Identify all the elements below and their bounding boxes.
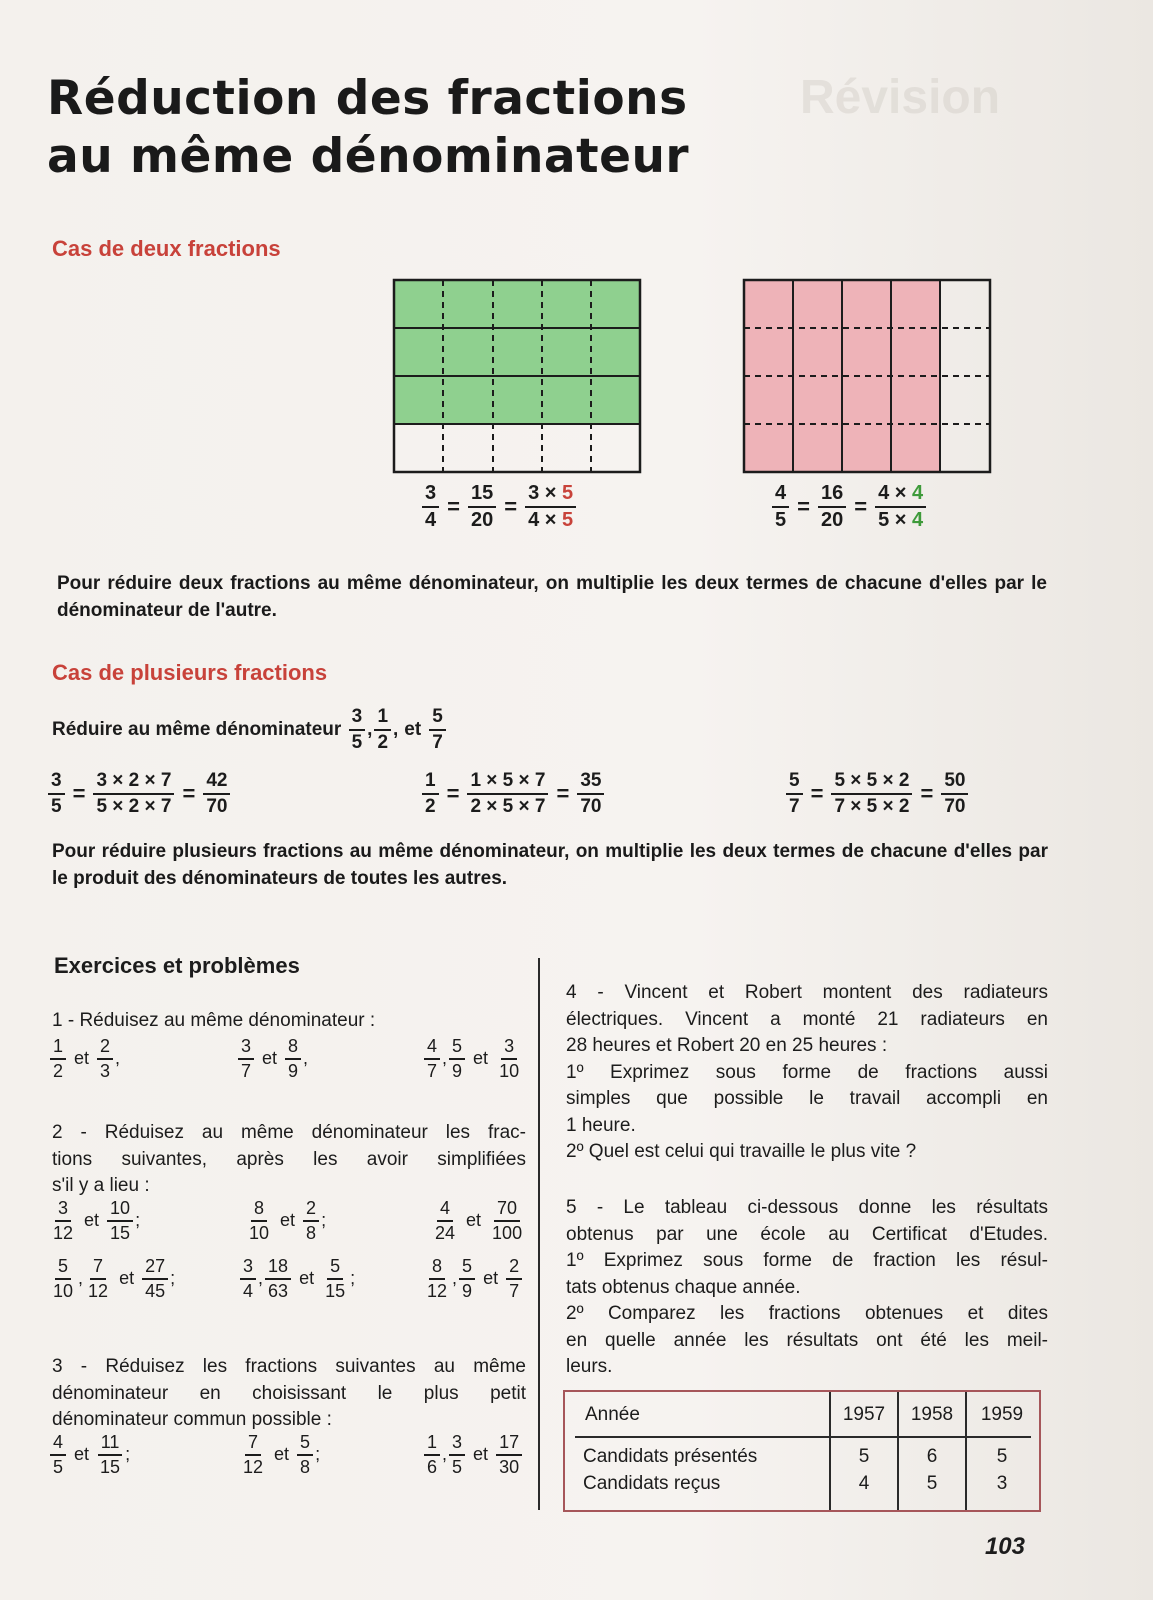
fraction-numerator: 1 bbox=[374, 706, 391, 731]
table-row-label-received: Candidats reçus bbox=[583, 1473, 721, 1494]
table-cell: 5 bbox=[858, 1446, 870, 1467]
green-grid-diagram bbox=[392, 278, 644, 478]
results-table-frame bbox=[563, 1390, 1041, 1512]
exercise-2-label bbox=[52, 1120, 526, 1200]
exercise-3-label-line-1: 3 - Réduisez les fractions suivantes au même bbox=[52, 1356, 526, 1377]
fraction-numerator: 15 bbox=[468, 482, 496, 508]
fraction-numerator: 3 bbox=[422, 482, 439, 508]
fraction-denominator: 5 bbox=[351, 731, 363, 753]
fraction-denominator: 5 bbox=[452, 1456, 463, 1477]
exercise-3-group-2 bbox=[238, 1432, 320, 1477]
product-numerator: 1 × 5 × 7 bbox=[467, 770, 548, 795]
fraction-numerator: 4 bbox=[437, 1198, 453, 1222]
conjunction-et: et bbox=[74, 1048, 90, 1069]
exercise-5-line-2: obtenus par une école au Certificat d'Etudes. bbox=[566, 1223, 1048, 1245]
fraction-numerator: 5 bbox=[55, 1256, 71, 1280]
fraction-numerator: 3 bbox=[349, 706, 366, 731]
page-number: 103 bbox=[984, 1533, 1025, 1560]
fraction-denominator: 5 bbox=[51, 795, 62, 817]
product-numerator: 3 × 2 × 7 bbox=[93, 770, 174, 795]
fraction-denominator: 2 bbox=[53, 1060, 64, 1081]
exercise-4-line-5: simples que possible le travail accompli en bbox=[566, 1088, 1048, 1109]
fraction-denominator: 10 bbox=[249, 1222, 270, 1243]
separator: ; bbox=[170, 1268, 176, 1289]
exercise-5-line-5: 2º Comparez les fractions obtenues et dites bbox=[566, 1303, 1048, 1324]
exercise-5-line-1: 5 - Le tableau ci-dessous donne les résultats bbox=[566, 1197, 1048, 1218]
exercise-1-label: 1 - Réduisez au même dénominateur : bbox=[52, 1010, 376, 1031]
separator: , bbox=[442, 1444, 448, 1465]
fraction-denominator: 12 bbox=[88, 1280, 109, 1301]
fraction-numerator: 5 bbox=[327, 1256, 343, 1280]
exercise-3-group-3 bbox=[422, 1432, 524, 1477]
exercise-4-line-3: 28 heures et Robert 20 en 25 heures : bbox=[566, 1035, 888, 1056]
product-denominator: 7 × 5 × 2 bbox=[834, 795, 910, 817]
exercise-2-label-line-1: 2 - Réduisez au même dénominateur les frac- bbox=[52, 1122, 526, 1143]
fraction-denominator: 12 bbox=[427, 1280, 448, 1301]
table-cell: 5 bbox=[926, 1473, 938, 1494]
fraction-denominator: 5 bbox=[775, 509, 787, 531]
fraction-numerator: 5 bbox=[297, 1432, 313, 1456]
fraction-numerator: 3 bbox=[238, 1036, 254, 1060]
exercise-2-row-1-group-1 bbox=[48, 1198, 140, 1243]
fraction-numerator: 4 bbox=[50, 1432, 66, 1456]
red-factor: 5 bbox=[562, 482, 574, 504]
separator: , bbox=[367, 718, 373, 740]
conjunction-et: et bbox=[473, 1048, 489, 1069]
table-cell: 5 bbox=[996, 1446, 1008, 1467]
bleed-through-heading: Révision bbox=[800, 71, 1001, 124]
section-heading-two-fractions: Cas de deux fractions bbox=[52, 236, 281, 261]
rule-several-fractions: Pour réduire plusieurs fractions au même dénominateur, on multiplie les deux termes de chacune d'elles par le produit des dénominateurs de toutes les autres. bbox=[52, 841, 1048, 889]
fraction-denominator: 100 bbox=[492, 1222, 523, 1243]
conjunction-et: et bbox=[84, 1210, 100, 1231]
page-title bbox=[47, 70, 689, 186]
separator: , bbox=[258, 1268, 264, 1289]
fraction-numerator: 3 bbox=[449, 1432, 465, 1456]
fraction-denominator: 30 bbox=[499, 1456, 520, 1477]
section-heading-several-fractions: Cas de plusieurs fractions bbox=[52, 660, 328, 685]
table-header-rule bbox=[575, 1436, 1031, 1438]
fraction-denominator: 24 bbox=[435, 1222, 456, 1243]
fraction-denominator: 9 bbox=[452, 1060, 463, 1081]
exercises-heading: Exercices et problèmes bbox=[54, 953, 300, 978]
fraction-denominator: 12 bbox=[53, 1222, 74, 1243]
fraction-numerator: 4 bbox=[772, 482, 789, 508]
fraction-denominator: 8 bbox=[306, 1222, 317, 1243]
fraction-numerator: 5 bbox=[449, 1036, 465, 1060]
fraction-numerator: 2 bbox=[97, 1036, 113, 1060]
fraction-numerator: 7 bbox=[90, 1256, 106, 1280]
fraction-numerator: 5 bbox=[786, 770, 803, 795]
conjunction-et: et bbox=[466, 1210, 482, 1231]
fraction-numerator: 3 bbox=[501, 1036, 517, 1060]
exercise-4 bbox=[566, 980, 1048, 1166]
fraction-numerator: 17 bbox=[496, 1432, 522, 1456]
fraction-denominator: 7 bbox=[427, 1060, 438, 1081]
green-fill-region bbox=[394, 280, 640, 424]
table-year-1959: 1959 bbox=[980, 1404, 1024, 1425]
fraction-denominator: 7 bbox=[432, 731, 443, 753]
product-base: 3 × bbox=[528, 482, 557, 504]
fraction-numerator: 5 bbox=[459, 1256, 475, 1280]
separator: , bbox=[442, 1048, 448, 1069]
result-denominator: 70 bbox=[580, 795, 602, 817]
red-factor: 5 bbox=[562, 509, 574, 531]
exercise-1-group-2 bbox=[236, 1036, 308, 1081]
fraction-denominator: 20 bbox=[820, 509, 844, 531]
fraction-denominator: 10 bbox=[499, 1060, 520, 1081]
fraction-numerator: 8 bbox=[251, 1198, 267, 1222]
fraction-denominator: 9 bbox=[462, 1280, 473, 1301]
fraction-denominator: 10 bbox=[53, 1280, 74, 1301]
fraction-denominator: 4 bbox=[425, 509, 437, 531]
equation-four-fifths: $\frac{4}{5}$ = $\frac{16}{20}$ = $\frac{4 \times 4}{5 \times 4}$ bbox=[770, 482, 928, 532]
conjunction-et: et bbox=[74, 1444, 90, 1465]
exercise-5-line-7: leurs. bbox=[566, 1356, 613, 1377]
exercise-2-label-line-2: tions suivantes, après les avoir simplifiées bbox=[52, 1148, 526, 1170]
conjunction-et: et bbox=[262, 1048, 278, 1069]
conjunction-et: et bbox=[274, 1444, 290, 1465]
exercise-4-line-4: 1º Exprimez sous forme de fractions aussi bbox=[566, 1061, 1048, 1083]
fraction-denominator: 5 bbox=[53, 1456, 64, 1477]
title-line-1: Réduction des fractions bbox=[47, 71, 688, 126]
product-denominator: 5 × 2 × 7 bbox=[96, 795, 172, 817]
table-cell: 6 bbox=[926, 1446, 938, 1467]
fraction-numerator: 3 bbox=[55, 1198, 71, 1222]
fraction-numerator: 8 bbox=[285, 1036, 301, 1060]
several-fractions-prompt bbox=[52, 706, 448, 754]
fraction-numerator: 27 bbox=[142, 1256, 168, 1280]
fraction-numerator: 70 bbox=[494, 1198, 520, 1222]
fraction-numerator: 10 bbox=[107, 1198, 133, 1222]
exercise-5-line-3: 1º Exprimez sous forme de fraction les résul- bbox=[566, 1250, 1048, 1271]
rule-two-fractions: Pour réduire deux fractions au même dénominateur, on multiplie les deux termes de chacune d'elles par le dénominateur de l'autre. bbox=[57, 573, 1047, 621]
result-numerator: 35 bbox=[577, 770, 604, 795]
exercise-5-line-6: en quelle année les résultats ont été les meil- bbox=[566, 1329, 1048, 1351]
product-base: 4 × bbox=[528, 509, 557, 531]
result-numerator: 42 bbox=[203, 770, 230, 795]
separator: ; bbox=[350, 1268, 356, 1289]
fraction-numerator: 1 bbox=[422, 770, 439, 795]
table-year-1958: 1958 bbox=[910, 1404, 954, 1425]
exercise-5 bbox=[566, 1195, 1048, 1381]
fraction-denominator: 4 bbox=[243, 1280, 254, 1301]
fraction-numerator: 1 bbox=[50, 1036, 66, 1060]
fraction-denominator: 12 bbox=[243, 1456, 264, 1477]
equation-one-half: $\frac{1}{2}$ = $\frac{1 \times 5 \times 7}{2 \times 5 \times 7}$ = $\frac{35}{70}$ bbox=[420, 770, 606, 818]
exercise-2-label-line-3: s'il y a lieu : bbox=[52, 1175, 150, 1196]
green-factor: 4 bbox=[912, 482, 924, 504]
prompt-text: Réduire au même dénominateur bbox=[52, 718, 342, 740]
fraction-numerator: 5 bbox=[429, 706, 446, 731]
fraction-numerator: 16 bbox=[818, 482, 846, 508]
result-denominator: 70 bbox=[944, 795, 966, 817]
table-header-year: Année bbox=[585, 1404, 640, 1425]
exercise-4-line-1: 4 - Vincent et Robert montent des radiateurs bbox=[566, 982, 1048, 1003]
table-cell: 3 bbox=[996, 1473, 1008, 1494]
fraction-denominator: 63 bbox=[268, 1280, 289, 1301]
exercise-3-label-line-3: dénominateur commun possible : bbox=[52, 1409, 332, 1430]
exercise-3-label bbox=[52, 1354, 526, 1434]
separator: , bbox=[452, 1268, 458, 1289]
fraction-denominator: 20 bbox=[470, 509, 494, 531]
exercise-2-row-2-group-3 bbox=[422, 1256, 524, 1301]
exercise-2-row-1-group-3 bbox=[430, 1198, 527, 1243]
conjunction-et: et bbox=[473, 1444, 489, 1465]
equation-three-fifths: $\frac{3}{5}$ = $\frac{3 \times 2 \times 7}{5 \times 2 \times 7}$ = $\frac{42}{70}$ bbox=[46, 770, 232, 818]
result-numerator: 50 bbox=[941, 770, 968, 795]
exercise-4-line-6: 1 heure. bbox=[566, 1114, 636, 1136]
exercise-4-line-2: électriques. Vincent a monté 21 radiateurs en bbox=[566, 1008, 1048, 1030]
fraction-denominator: 15 bbox=[100, 1456, 121, 1477]
fraction-numerator: 18 bbox=[265, 1256, 291, 1280]
equation-five-sevenths: $\frac{5}{7}$ = $\frac{5 \times 5 \times 2}{7 \times 5 \times 2}$ = $\frac{50}{70}$ bbox=[784, 770, 970, 818]
fraction-numerator: 3 bbox=[240, 1256, 256, 1280]
table-row-label-presented: Candidats présentés bbox=[583, 1446, 758, 1467]
conjunction-et: et bbox=[119, 1268, 135, 1289]
conjunction-et: et bbox=[404, 718, 422, 740]
table-cell: 4 bbox=[858, 1473, 870, 1494]
separator: , bbox=[115, 1048, 121, 1069]
fraction-numerator: 7 bbox=[245, 1432, 261, 1456]
fraction-numerator: 11 bbox=[98, 1432, 123, 1456]
fraction-denominator: 3 bbox=[100, 1060, 111, 1081]
product-numerator: 5 × 5 × 2 bbox=[831, 770, 912, 795]
exercise-2-row-1-group-2 bbox=[244, 1198, 326, 1243]
result-denominator: 70 bbox=[206, 795, 228, 817]
fraction-numerator: 3 bbox=[48, 770, 65, 795]
fraction-denominator: 8 bbox=[300, 1456, 311, 1477]
separator: ; bbox=[315, 1444, 321, 1465]
product-denominator: 2 × 5 × 7 bbox=[470, 795, 546, 817]
exercise-1-group-1 bbox=[48, 1036, 120, 1081]
exercise-2-row-2-group-2 bbox=[238, 1256, 355, 1301]
fraction-denominator: 45 bbox=[145, 1280, 166, 1301]
exercise-2-row-2-group-1 bbox=[48, 1256, 175, 1301]
green-factor: 4 bbox=[912, 509, 924, 531]
fraction-denominator: 6 bbox=[427, 1456, 438, 1477]
product-base: 5 × bbox=[878, 509, 907, 531]
title-line-2: au même dénominateur bbox=[47, 129, 690, 184]
exercise-5-line-4: tats obtenus chaque année. bbox=[566, 1276, 801, 1298]
separator: , bbox=[78, 1268, 84, 1289]
fraction-denominator: 7 bbox=[509, 1280, 520, 1301]
conjunction-et: et bbox=[483, 1268, 499, 1289]
exercise-3-label-line-2: dénominateur en choisissant le plus petit bbox=[52, 1382, 526, 1404]
equation-three-quarters: $\frac{3}{4}$ = $\frac{15}{20}$ = $\frac{3 \times 5}{4 \times 5}$ bbox=[420, 482, 578, 532]
separator: , bbox=[303, 1048, 309, 1069]
fraction-numerator: 4 bbox=[424, 1036, 440, 1060]
exercise-4-line-7: 2º Quel est celui qui travaille le plus vite ? bbox=[566, 1141, 917, 1162]
fraction-numerator: 2 bbox=[303, 1198, 319, 1222]
separator: , bbox=[393, 718, 399, 740]
fraction-denominator: 9 bbox=[288, 1060, 299, 1081]
fraction-denominator: 15 bbox=[110, 1222, 131, 1243]
pink-grid-diagram bbox=[742, 278, 994, 478]
separator: ; bbox=[135, 1210, 141, 1231]
separator: ; bbox=[321, 1210, 327, 1231]
fraction-denominator: 2 bbox=[377, 731, 389, 753]
fraction-numerator: 1 bbox=[424, 1432, 440, 1456]
separator: ; bbox=[125, 1444, 131, 1465]
exercise-3-group-1 bbox=[48, 1432, 130, 1477]
fraction-numerator: 2 bbox=[506, 1256, 522, 1280]
conjunction-et: et bbox=[280, 1210, 296, 1231]
fraction-denominator: 7 bbox=[241, 1060, 252, 1081]
conjunction-et: et bbox=[299, 1268, 315, 1289]
product-base: 4 × bbox=[878, 482, 907, 504]
table-year-1957: 1957 bbox=[842, 1404, 886, 1425]
fraction-denominator: 2 bbox=[425, 795, 436, 817]
exercise-1-group-3 bbox=[422, 1036, 524, 1081]
fraction-numerator: 8 bbox=[429, 1256, 445, 1280]
column-divider bbox=[538, 958, 540, 1510]
fraction-denominator: 7 bbox=[789, 795, 800, 817]
fraction-denominator: 15 bbox=[325, 1280, 346, 1301]
